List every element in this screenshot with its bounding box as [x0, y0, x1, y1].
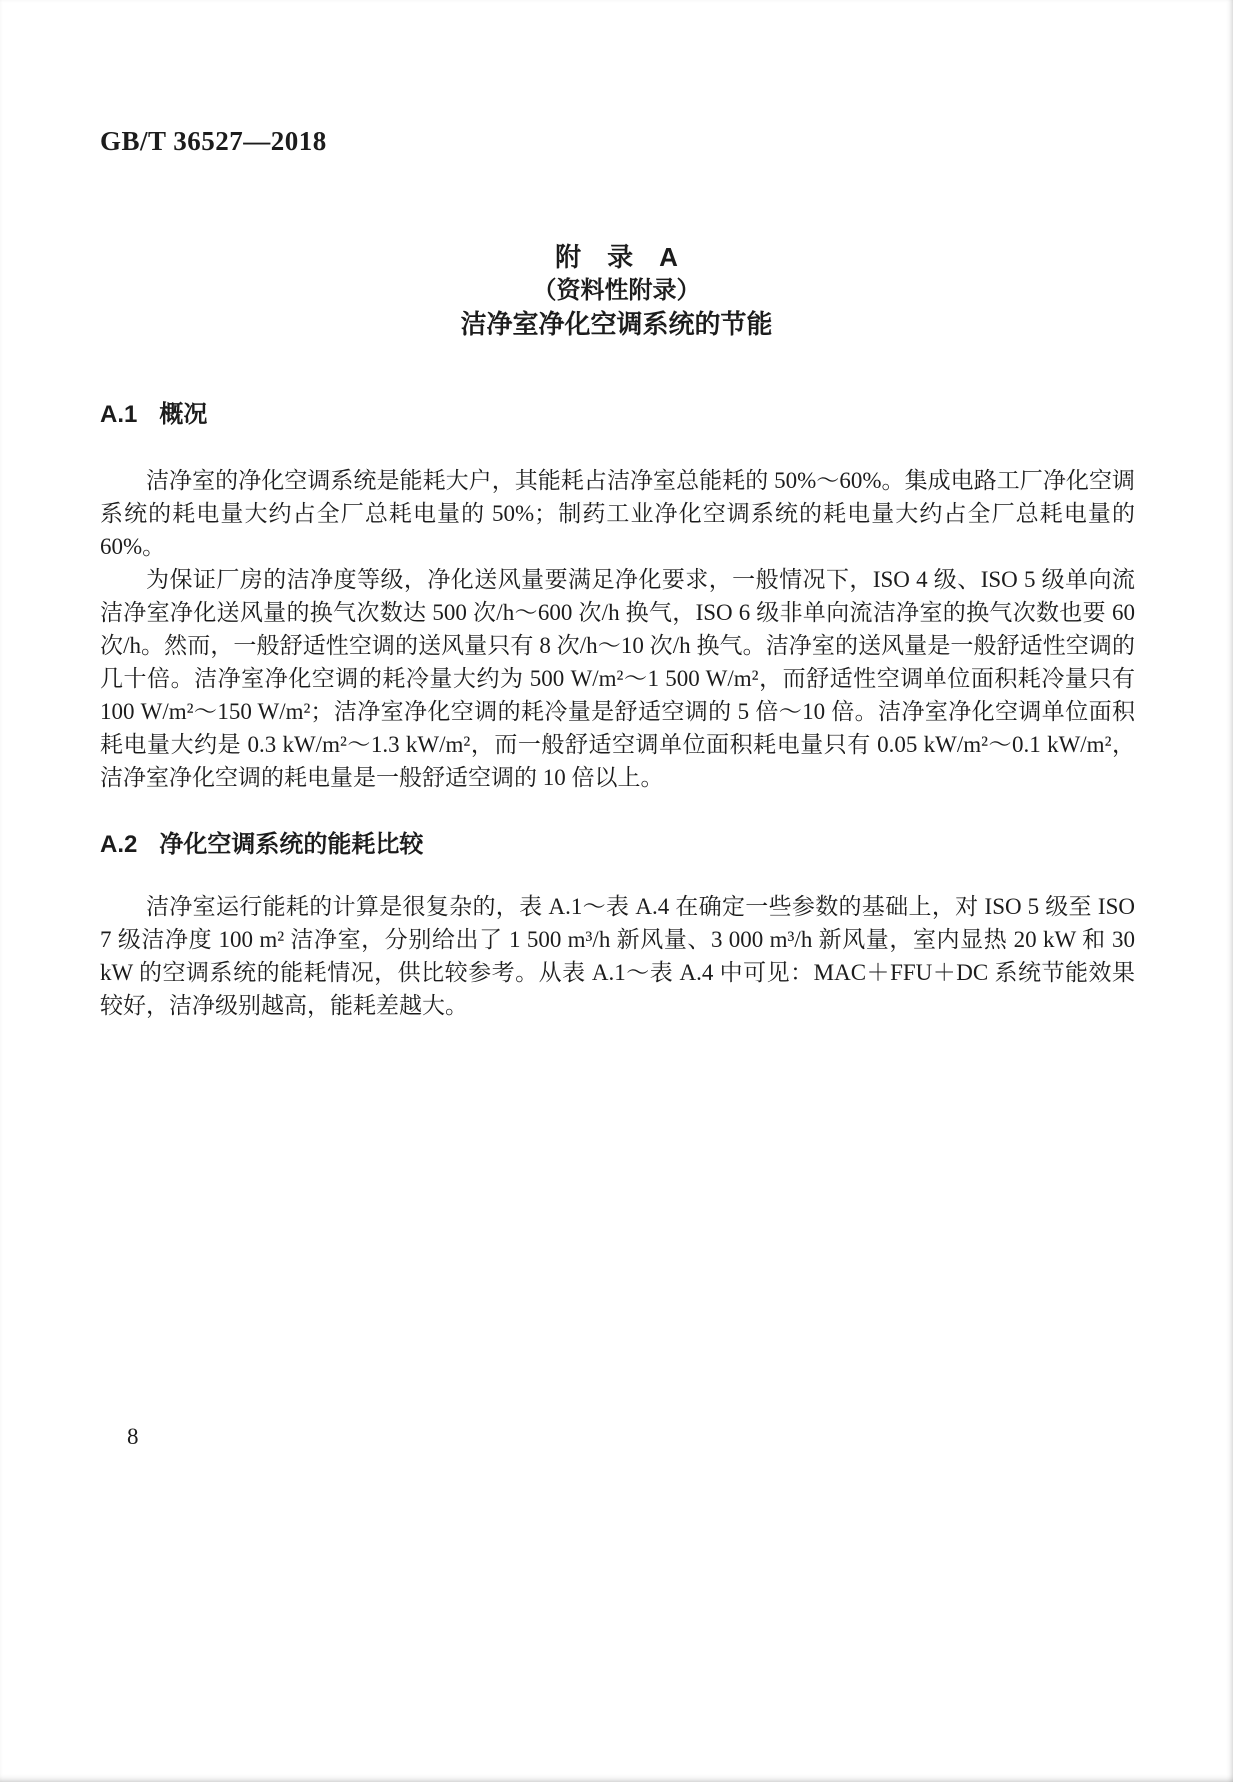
appendix-name: 洁净室净化空调系统的节能: [460, 309, 773, 339]
paragraph: 洁净室运行能耗的计算是很复杂的，表 A.1～表 A.4 在确定一些参数的基础上，对 ISO 5 级至 ISO 7 级洁净度 100 m² 洁净室，分别给出了 1 500 m³/h 新风量、3 000 m³/h 新风量，室内显热 20 kW 和 30 kW 的空调系统的能耗情况，供比较参考。从表 A.1～表 A.4 中可见：MAC＋FFU＋DC 系统节能效果较好，洁净级别越高，能耗差越大。: [100, 894, 1135, 1018]
section-body-a1: [100, 464, 1135, 794]
page-number: 8: [127, 1424, 139, 1449]
section-heading-a2: [100, 830, 1135, 860]
paragraph: 为保证厂房的洁净度等级，净化送风量要满足净化要求，一般情况下，ISO 4 级、ISO 5 级单向流洁净室净化送风量的换气次数达 500 次/h～600 次/h 换气，ISO 6 级非单向流洁净室的换气次数也要 60 次/h。然而，一般舒适性空调的送风量只有 8 次/h～10 次/h 换气。洁净室的送风量是一般舒适性空调的几十倍。洁净室净化空调的耗冷量大约为 500 W/m²～1 500 W/m²，而舒适性空调单位面积耗冷量只有 100 W/m²～150 W/m²；洁净室净化空调的耗冷量是舒适空调的 5 倍～10 倍。洁净室净化空调单位面积耗电量大约是 0.3 kW/m²～1.3 kW/m²，而一般舒适空调单位面积耗电量只有 0.05 kW/m²～0.1 kW/m²，洁净室净化空调的耗电量是一般舒适空调的 10 倍以上。: [100, 567, 1135, 790]
appendix-type: （资料性附录）: [532, 277, 701, 304]
section-title-a2: 净化空调系统的能耗比较: [159, 831, 424, 858]
section-number-a2: A.2: [100, 831, 138, 858]
appendix-label: 附 录 A: [555, 242, 678, 272]
section-number-a1: A.1: [100, 401, 138, 428]
section-body-a2: [100, 890, 1135, 1022]
section-title-a1: 概况: [159, 401, 208, 428]
standard-number: GB/T 36527—2018: [100, 126, 327, 156]
section-heading-a1: [100, 400, 1135, 430]
appendix-title-block: [0, 240, 1233, 341]
paragraph: 洁净室的净化空调系统是能耗大户，其能耗占洁净室总能耗的 50%～60%。集成电路工厂净化空调系统的耗电量大约占全厂总耗电量的 50%；制药工业净化空调系统的耗电量大约占全厂总耗电量的 60%。: [100, 468, 1135, 559]
